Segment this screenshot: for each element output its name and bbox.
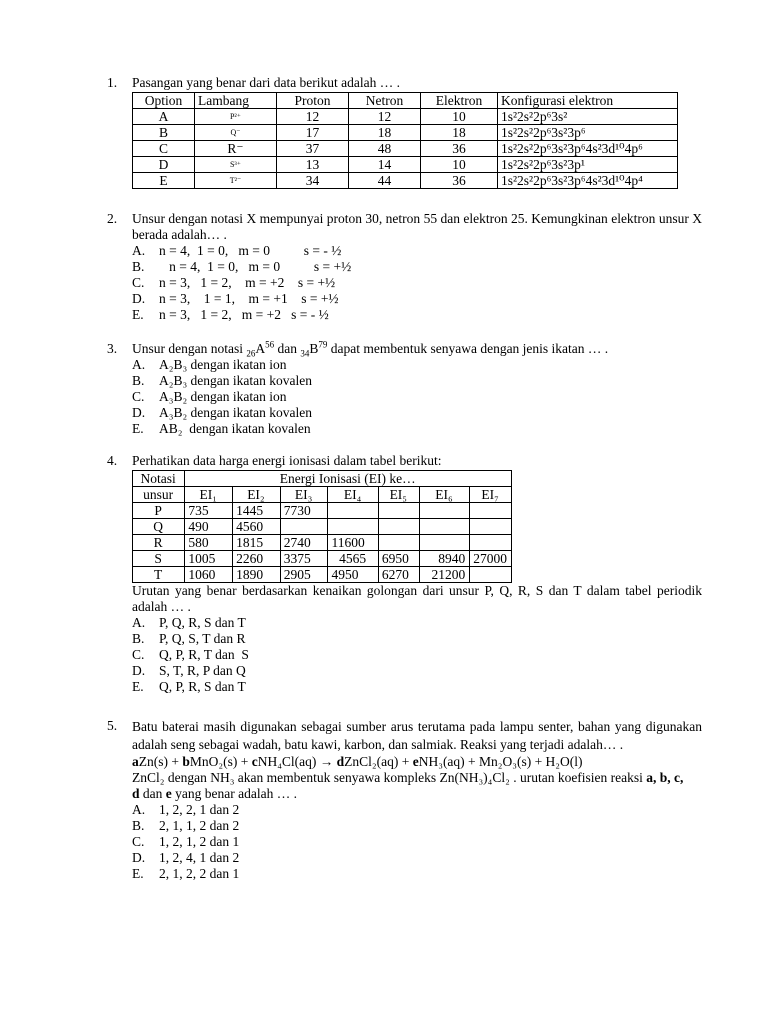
option-text: S, T, R, P dan Q (159, 663, 246, 678)
text: ZnCl₂ dengan NH₃ akan membentuk senyawa kompleks Zn(NH₃)₄Cl₂ . urutan koefisien reaksi (132, 770, 647, 785)
cell-config: 1s²2s²2p⁶3s²3p⁶4s²3d¹⁰4p⁴ (498, 173, 678, 189)
option-text: Q, P, R, T dan S (159, 647, 249, 662)
eq-term: ZnCl₂(aq) + (344, 754, 413, 769)
option-letter: C. (132, 834, 145, 849)
cell-ei: 7730 (280, 503, 328, 519)
table-header-row (133, 471, 512, 487)
option-letter: C. (132, 647, 145, 662)
cell-netron: 18 (349, 125, 421, 141)
option-letter: C. (132, 275, 145, 290)
option-a (132, 357, 702, 373)
coef-b: b (182, 754, 190, 769)
option-c (132, 647, 702, 663)
option-letter: A. (132, 357, 146, 372)
cell-ei (419, 503, 470, 519)
cell-option: C (133, 141, 195, 157)
option-text: 1, 2, 1, 2 dan 1 (159, 834, 240, 849)
cell-ei: 1890 (233, 567, 281, 583)
cell-ei (328, 519, 378, 535)
cell-ei: 6270 (378, 567, 419, 583)
cell-ei (419, 535, 470, 551)
option-b (132, 259, 702, 275)
cell-ei (280, 519, 328, 535)
cell-ei: 2905 (280, 567, 328, 583)
option-letter: D. (132, 291, 146, 306)
table-row (133, 535, 512, 551)
cell-elektron: 10 (421, 109, 498, 125)
option-text: A₂B₃ dengan ikatan ion (159, 357, 287, 372)
option-text: n = 4, 1 = 0, m = 0 s = - ½ (159, 243, 342, 258)
cell-proton: 13 (277, 157, 349, 173)
cell-symbol: S³⁺ (195, 157, 277, 173)
cell-ei: 21200 (419, 567, 470, 583)
table-row (133, 125, 678, 141)
cell-ei: 735 (185, 503, 233, 519)
coef-list: a, b, c, (646, 770, 684, 785)
cell-ei (378, 535, 419, 551)
stem-text: dan (274, 341, 301, 356)
cell-symbol: R⁻ (195, 141, 277, 157)
cell-ei: 2260 (233, 551, 281, 567)
question-text (132, 786, 702, 802)
cell-netron: 12 (349, 109, 421, 125)
cell-ei: 2740 (280, 535, 328, 551)
stem-text: dapat membentuk senyawa dengan jenis ikatan … . (327, 341, 609, 356)
table-row (133, 567, 512, 583)
question-number: 5. (107, 718, 118, 733)
cell-ei: 6950 (378, 551, 419, 567)
option-text: A₃B₂ dengan ikatan kovalen (159, 405, 312, 420)
col-header: EI₇ (470, 487, 512, 503)
option-b (132, 631, 702, 647)
eq-term: NH₃(aq) + Mn₂O₃(s) + H₂O(l) (418, 754, 583, 769)
table-row (133, 157, 678, 173)
option-letter: E. (132, 679, 144, 694)
option-text: n = 3, 1 = 2, m = +2 s = +½ (159, 275, 336, 290)
question-4 (107, 453, 702, 695)
cell-ei (470, 503, 512, 519)
coef-d: d (132, 786, 140, 801)
col-header-notasi: Notasi (133, 471, 185, 487)
option-e (132, 679, 702, 695)
table-header-row (133, 487, 512, 503)
cell-unsur: S (133, 551, 185, 567)
atomic-number-a: 26 (246, 348, 256, 359)
option-letter: B. (132, 631, 145, 646)
option-text: A₂B₃ dengan ikatan kovalen (159, 373, 312, 388)
cell-proton: 17 (277, 125, 349, 141)
option-text: 2, 1, 2, 2 dan 1 (159, 866, 240, 881)
col-header: Lambang (195, 93, 277, 109)
cell-option: A (133, 109, 195, 125)
cell-elektron: 18 (421, 125, 498, 141)
mass-number-b: 79 (318, 339, 328, 350)
option-text: 2, 1, 1, 2 dan 2 (159, 818, 240, 833)
option-e (132, 866, 702, 882)
question-stem: Pasangan yang benar dari data berikut adalah … . (132, 75, 401, 90)
cell-proton: 37 (277, 141, 349, 157)
option-letter: E. (132, 866, 144, 881)
table-row (133, 141, 678, 157)
cell-symbol: T²⁻ (195, 173, 277, 189)
cell-unsur: Q (133, 519, 185, 535)
option-letter: C. (132, 389, 145, 404)
atom-data-table (132, 92, 678, 189)
text: dan (139, 786, 166, 801)
option-text: 1, 2, 4, 1 dan 2 (159, 850, 240, 865)
reaction-equation (132, 754, 702, 770)
element-b: B (309, 341, 319, 356)
col-header: EI₆ (419, 487, 470, 503)
option-letter: D. (132, 405, 146, 420)
ionization-energy-table (132, 470, 512, 583)
question-number: 1. (107, 75, 118, 90)
cell-ei: 4565 (328, 551, 378, 567)
question-3 (107, 341, 702, 437)
cell-netron: 48 (349, 141, 421, 157)
question-stem: Perhatikan data harga energi ionisasi dalam tabel berikut: (132, 453, 442, 468)
col-header: EI₅ (378, 487, 419, 503)
cell-unsur: R (133, 535, 185, 551)
cell-ei (470, 567, 512, 583)
cell-ei: 8940 (419, 551, 470, 567)
cell-symbol: P²⁺ (195, 109, 277, 125)
col-header: EI₂ (233, 487, 281, 503)
option-e (132, 421, 702, 437)
cell-ei (328, 503, 378, 519)
element-a: A (255, 341, 266, 356)
cell-option: E (133, 173, 195, 189)
col-header: EI₁ (185, 487, 233, 503)
cell-ei (419, 519, 470, 535)
option-a (132, 243, 702, 259)
cell-ei: 1005 (185, 551, 233, 567)
eq-term: NH₄Cl(aq) → (257, 754, 337, 769)
cell-ei: 1815 (233, 535, 281, 551)
cell-unsur: P (133, 503, 185, 519)
cell-config: 1s²2s²2p⁶3s²3p¹ (498, 157, 678, 173)
option-d (132, 405, 702, 421)
option-text: A₃B₂ dengan ikatan ion (159, 389, 287, 404)
cell-netron: 14 (349, 157, 421, 173)
cell-ei: 27000 (470, 551, 512, 567)
cell-proton: 34 (277, 173, 349, 189)
eq-term: MnO₂(s) + (189, 754, 252, 769)
question-followup: Urutan yang benar berdasarkan kenaikan golongan dari unsur P, Q, R, S dan T dalam tabel periodik adalah … . (132, 583, 702, 614)
table-row (133, 173, 678, 189)
coef-e: e (165, 786, 172, 801)
option-d (132, 850, 702, 866)
question-number: 3. (107, 341, 118, 356)
option-text: Q, P, R, S dan T (159, 679, 246, 694)
coef-c: c (251, 754, 258, 769)
cell-elektron: 36 (421, 141, 498, 157)
question-5 (107, 718, 702, 882)
col-header: Konfigurasi elektron (498, 93, 678, 109)
table-row (133, 109, 678, 125)
atomic-number-b: 34 (300, 348, 310, 359)
option-letter: A. (132, 615, 146, 630)
option-letter: A. (132, 243, 146, 258)
option-b (132, 373, 702, 389)
col-header: Netron (349, 93, 421, 109)
question-1 (107, 75, 702, 189)
coef-e: e (412, 754, 419, 769)
option-text: 1, 2, 2, 1 dan 2 (159, 802, 240, 817)
option-letter: B. (132, 818, 145, 833)
cell-option: B (133, 125, 195, 141)
col-header: Elektron (421, 93, 498, 109)
cell-ei (378, 519, 419, 535)
col-header: Option (133, 93, 195, 109)
option-letter: B. (132, 259, 145, 274)
eq-term: Zn(s) + (138, 754, 183, 769)
option-text: n = 3, 1 = 1, m = +1 s = +½ (159, 291, 339, 306)
cell-config: 1s²2s²2p⁶3s² (498, 109, 678, 125)
cell-ei: 490 (185, 519, 233, 535)
col-header: EI₄ (328, 487, 378, 503)
option-e (132, 307, 702, 323)
table-row (133, 503, 512, 519)
option-d (132, 663, 702, 679)
cell-ei: 4950 (328, 567, 378, 583)
stem-text: Unsur dengan notasi (132, 341, 247, 356)
question-number: 4. (107, 453, 118, 468)
question-number: 2. (107, 211, 118, 226)
option-letter: A. (132, 802, 146, 817)
cell-netron: 44 (349, 173, 421, 189)
coef-d: d (336, 754, 345, 769)
option-c (132, 275, 702, 291)
table-row (133, 551, 512, 567)
cell-ei: 3375 (280, 551, 328, 567)
col-header: Proton (277, 93, 349, 109)
option-b (132, 818, 702, 834)
option-c (132, 389, 702, 405)
cell-option: D (133, 157, 195, 173)
question-2 (107, 211, 702, 323)
option-text: P, Q, R, S dan T (159, 615, 246, 630)
cell-ei: 580 (185, 535, 233, 551)
mass-number-a: 56 (265, 339, 275, 350)
cell-config: 1s²2s²2p⁶3s²3p⁶4s²3d¹⁰4p⁶ (498, 141, 678, 157)
col-header-group: Energi Ionisasi (EI) ke… (185, 471, 512, 487)
cell-ei: 11600 (328, 535, 378, 551)
cell-ei (470, 519, 512, 535)
col-header-unsur: unsur (133, 487, 185, 503)
cell-elektron: 10 (421, 157, 498, 173)
option-c (132, 834, 702, 850)
option-text: AB₂ dengan ikatan kovalen (159, 421, 311, 436)
cell-ei (378, 503, 419, 519)
cell-unsur: T (133, 567, 185, 583)
cell-proton: 12 (277, 109, 349, 125)
table-row (133, 519, 512, 535)
cell-ei: 1060 (185, 567, 233, 583)
cell-config: 1s²2s²2p⁶3s²3p⁶ (498, 125, 678, 141)
cell-symbol: Q⁻ (195, 125, 277, 141)
option-d (132, 291, 702, 307)
option-text: n = 4, 1 = 0, m = 0 s = +½ (159, 259, 352, 274)
col-header: EI₃ (280, 487, 328, 503)
option-letter: E. (132, 421, 144, 436)
question-stem: Batu baterai masih digunakan sebagai sumber arus terutama pada lampu senter, bahan yang digunakan adalah seng sebagai wadah, batu kawi, karbon, dan salmiak. Reaksi yang terjadi adalah… . (132, 719, 702, 752)
option-letter: E. (132, 307, 144, 322)
coef-a: a (132, 754, 139, 769)
option-letter: B. (132, 373, 145, 388)
table-header-row (133, 93, 678, 109)
text: yang benar adalah … . (171, 786, 297, 801)
option-text: P, Q, S, T dan R (159, 631, 246, 646)
option-a (132, 802, 702, 818)
option-letter: D. (132, 663, 146, 678)
question-text (132, 770, 702, 786)
cell-ei: 4560 (233, 519, 281, 535)
question-stem (132, 341, 702, 357)
cell-elektron: 36 (421, 173, 498, 189)
question-stem: Unsur dengan notasi X mempunyai proton 30, netron 55 dan elektron 25. Kemungkinan elektron unsur X berada adalah… . (132, 211, 702, 242)
option-letter: D. (132, 850, 146, 865)
option-a (132, 615, 702, 631)
cell-ei (470, 535, 512, 551)
option-text: n = 3, 1 = 2, m = +2 s = - ½ (159, 307, 329, 322)
cell-ei: 1445 (233, 503, 281, 519)
